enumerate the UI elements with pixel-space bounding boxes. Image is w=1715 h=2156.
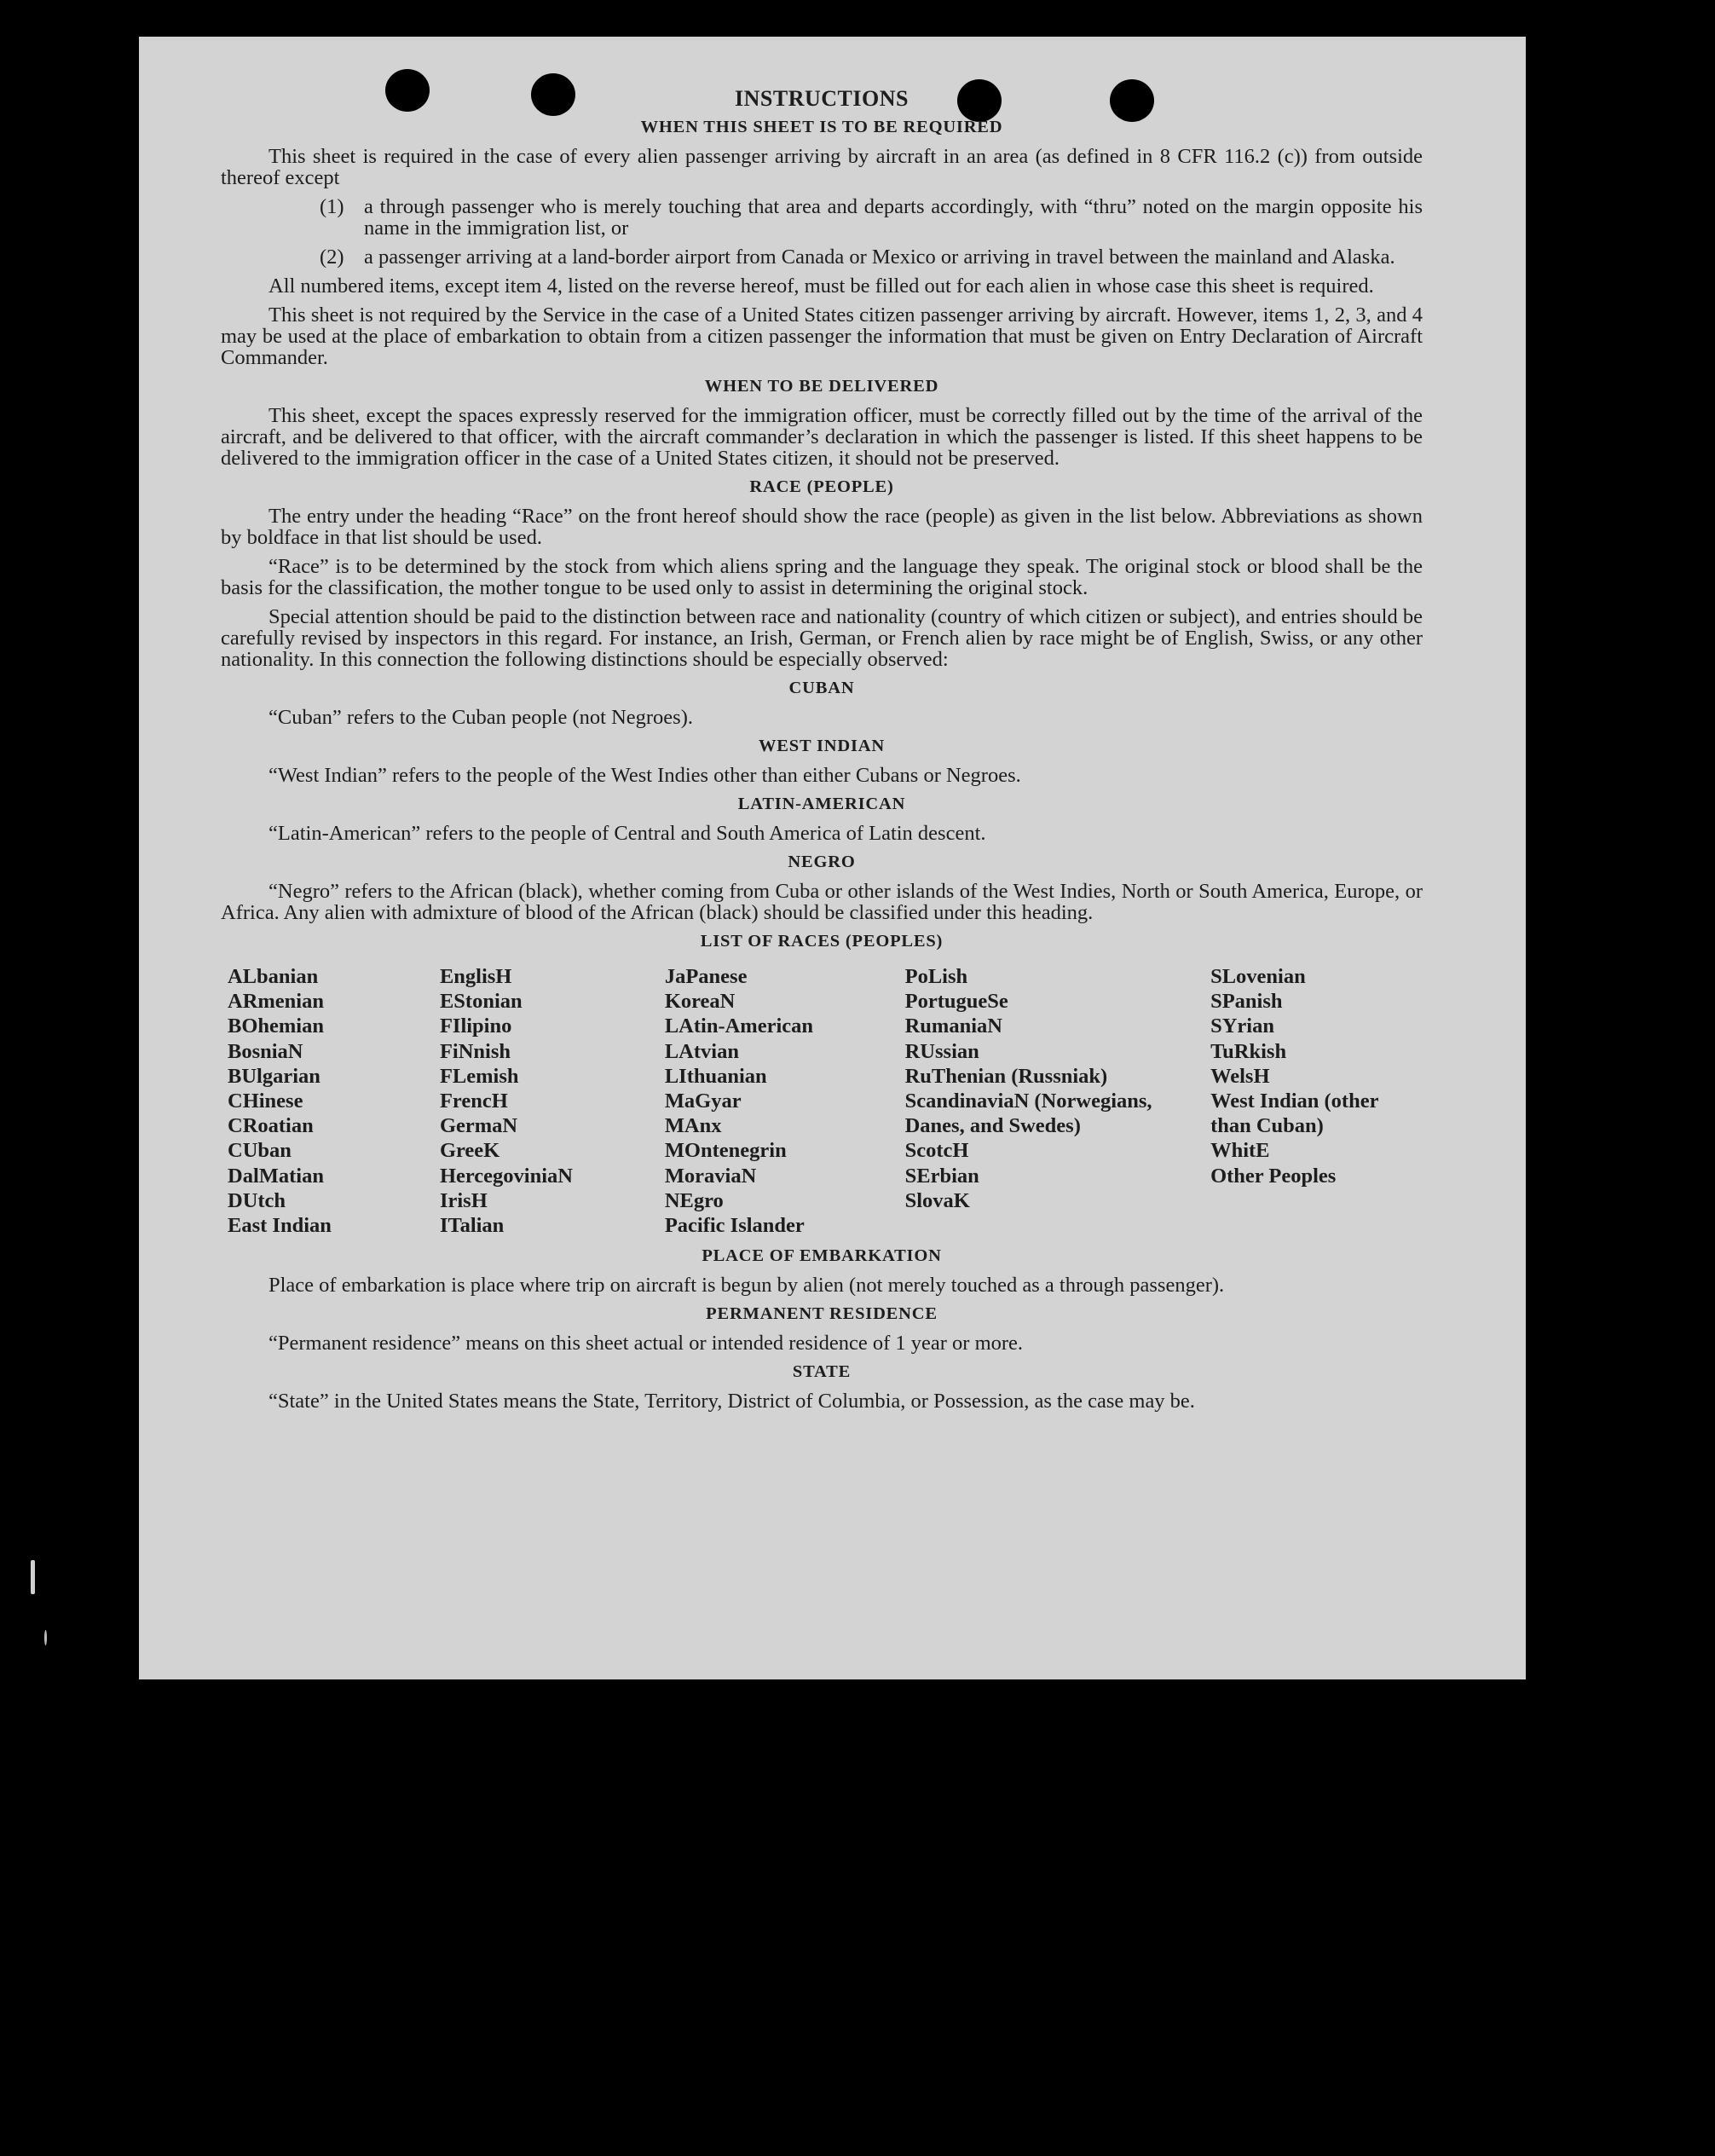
item-text: a through passenger who is merely touching that area and departs accordingly, with “thru” noted on the margin opposite his name in the immigration list, or — [364, 195, 1423, 240]
race-entry: CUban — [228, 1139, 292, 1163]
paragraph: The entry under the heading “Race” on the front hereof should show the race (people) as given in the list below. Abbreviations as shown by boldface in that list should be used. — [221, 505, 1423, 549]
race-entry: SLovenian — [1210, 965, 1306, 988]
race-entry: WelsH — [1210, 1064, 1270, 1088]
race-entry: West Indian (other than Cuban) — [1210, 1090, 1379, 1138]
item-number: (1) — [320, 195, 344, 218]
paragraph: All numbered items, except item 4, listed on the reverse hereof, must be filled out for each alien in whose case this sheet is required. — [269, 275, 1374, 298]
race-entry: MoraviaN — [664, 1164, 757, 1188]
item-number: (2) — [320, 246, 344, 269]
race-entry: FrencH — [439, 1090, 508, 1113]
races-column — [440, 964, 665, 1238]
scan-artifact — [31, 1560, 35, 1594]
race-entry: RumaniaN — [904, 1014, 1002, 1038]
race-entry: MaGyar — [664, 1090, 742, 1113]
paragraph: “Latin-American” refers to the people of Central and South America of Latin descent. — [269, 822, 986, 845]
section-heading-cuban: CUBAN — [788, 679, 855, 697]
race-entry: RUssian — [904, 1039, 979, 1063]
race-entry: DalMatian — [228, 1164, 324, 1188]
race-entry: SPanish — [1210, 990, 1283, 1014]
race-entry: FiNnish — [439, 1039, 511, 1063]
race-entry: ScotcH — [904, 1139, 969, 1163]
paragraph: Place of embarkation is place where trip on aircraft is begun by alien (not merely touched as a through passenger). — [269, 1274, 1225, 1298]
paragraph: “Permanent residence” means on this sheet actual or intended residence of 1 year or more. — [269, 1332, 1024, 1355]
race-entry: JaPanese — [664, 965, 748, 988]
race-entry: DUtch — [228, 1188, 286, 1212]
race-entry: IrisH — [439, 1188, 488, 1212]
races-column — [665, 964, 905, 1238]
race-entry: ScandinaviaN (Norwegians, Danes, and Swedes) — [904, 1090, 1152, 1138]
race-entry: TuRkish — [1210, 1039, 1287, 1063]
race-entry: Other Peoples — [1210, 1164, 1337, 1188]
race-entry: East Indian — [228, 1214, 332, 1238]
section-heading-embarkation: PLACE OF EMBARKATION — [702, 1246, 942, 1266]
race-entry: ITalian — [439, 1214, 505, 1238]
race-entry: SYrian — [1210, 1014, 1274, 1038]
race-entry: Pacific Islander — [664, 1214, 805, 1238]
race-entry: SErbian — [904, 1164, 979, 1188]
races-column — [905, 964, 1210, 1238]
list-item — [221, 246, 1423, 268]
race-entry: PortugueSe — [904, 990, 1008, 1014]
section-heading-required: WHEN THIS SHEET IS TO BE REQUIRED — [640, 118, 1003, 136]
race-entry: LAtvian — [664, 1039, 739, 1063]
race-entry: PoLish — [904, 965, 968, 988]
race-entry: CHinese — [228, 1090, 303, 1113]
race-entry: BUlgarian — [228, 1064, 320, 1088]
race-entry: GreeK — [439, 1139, 500, 1163]
race-entry: LIthuanian — [664, 1064, 767, 1088]
race-entry: SlovaK — [904, 1188, 970, 1212]
race-entry: MAnx — [664, 1114, 722, 1138]
race-entry: LAtin-American — [664, 1014, 814, 1038]
scan-artifact — [44, 1630, 47, 1645]
section-heading-negro: NEGRO — [788, 853, 856, 871]
item-text: a passenger arriving at a land-border airport from Canada or Mexico or arriving in travel between the mainland and Alaska. — [364, 246, 1395, 269]
paragraph: This sheet, except the spaces expressly reserved for the immigration officer, must be correctly filled out by the time of the arrival of the aircraft, and be delivered to that officer, with the aircraft commander’s declaration in which the passenger is listed. If this sheet happens to be delivered to the immigration officer in the case of a United States citizen, it should not be preserved. — [221, 404, 1423, 470]
instructions-body — [221, 88, 1423, 1419]
race-entry: WhitE — [1210, 1139, 1270, 1163]
races-column — [228, 964, 440, 1238]
race-entry: EStonian — [439, 990, 523, 1014]
races-column — [1210, 964, 1423, 1238]
page-title: INSTRUCTIONS — [735, 86, 909, 111]
race-entry: KoreaN — [664, 990, 736, 1014]
section-heading-delivered: WHEN TO BE DELIVERED — [704, 377, 939, 396]
paragraph: “Negro” refers to the African (black), whether coming from Cuba or other islands of the West Indies, North or South America, Europe, or Africa. Any alien with admixture of blood of the African (black) should be classified under this heading. — [221, 880, 1423, 924]
paragraph: Special attention should be paid to the distinction between race and nationality (country of which citizen or subject), and entries should be carefully revised by inspectors in this regard. For instance, an Irish, German, or French alien by race might be of English, Swiss, or any other nationality. In this connection the following distinctions should be especially observed: — [221, 605, 1423, 671]
race-entry: EnglisH — [439, 965, 512, 988]
section-heading-race: RACE (PEOPLE) — [749, 477, 894, 496]
paragraph: “West Indian” refers to the people of the West Indies other than either Cubans or Negroes. — [269, 764, 1021, 787]
race-entry: BOhemian — [228, 1014, 324, 1038]
section-heading-latin-american: LATIN-AMERICAN — [737, 795, 906, 813]
race-entry: RuThenian (Russniak) — [904, 1064, 1108, 1088]
races-table — [228, 964, 1423, 1238]
race-entry: FLemish — [439, 1064, 519, 1088]
race-entry: GermaN — [439, 1114, 518, 1138]
race-entry: NEgro — [664, 1188, 724, 1212]
section-heading-west-indian: WEST INDIAN — [759, 737, 885, 755]
race-entry: CRoatian — [228, 1114, 314, 1138]
race-entry: FIlipino — [439, 1014, 512, 1038]
race-entry: ARmenian — [228, 990, 324, 1014]
race-entry: HercegoviniaN — [439, 1164, 573, 1188]
list-item — [221, 196, 1423, 239]
race-entry: ALbanian — [228, 965, 319, 988]
paragraph: “Cuban” refers to the Cuban people (not Negroes). — [269, 706, 693, 729]
section-heading-list-of-races: LIST OF RACES (PEOPLES) — [700, 932, 944, 951]
paragraph: “State” in the United States means the State, Territory, District of Columbia, or Possession, as the case may be. — [269, 1390, 1195, 1413]
paragraph: “Race” is to be determined by the stock from which aliens spring and the language they speak. The original stock or blood shall be the basis for the classification, the mother tongue to be used only to assist in determining the original stock. — [221, 555, 1423, 599]
section-heading-residence: PERMANENT RESIDENCE — [706, 1304, 938, 1324]
paragraph: This sheet is not required by the Service in the case of a United States citizen passenger arriving by aircraft. However, items 1, 2, 3, and 4 may be used at the place of embarkation to obtain from a citizen passenger the information that must be given on Entry Declaration of Aircraft Commander. — [221, 303, 1423, 369]
race-entry: MOntenegrin — [664, 1139, 787, 1163]
section-heading-state: STATE — [792, 1362, 852, 1382]
race-entry: BosniaN — [228, 1039, 303, 1063]
document-sheet — [139, 37, 1526, 1679]
paragraph: This sheet is required in the case of every alien passenger arriving by aircraft in an area (as defined in 8 CFR 116.2 (c)) from outside thereof except — [221, 145, 1423, 189]
